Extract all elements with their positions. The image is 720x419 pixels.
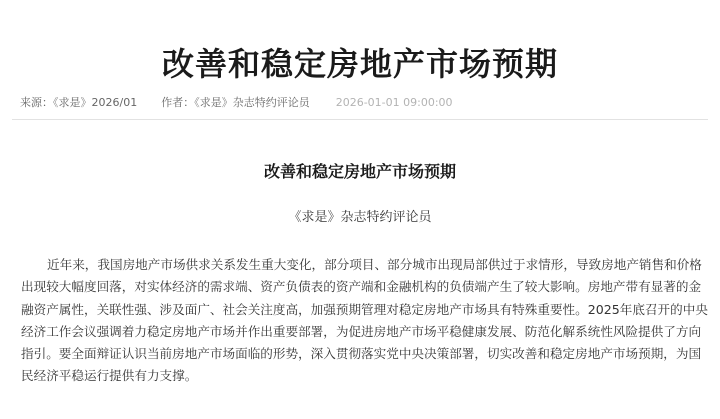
author-label: 作者：《求是》杂志特约评论员 [161, 96, 310, 109]
article-title: 改善和稳定房地产市场预期 [263, 162, 456, 181]
paragraph-line: 融资产属性，关联性强、涉及面广、社会关注度高，加强预期管理对稳定房地产市场具有特殊重要性。2025年底召开的中央 [21, 301, 708, 317]
paragraph-line: 指引。要全面辩证认识当前房地产市场面临的形势，深入贯彻落实党中央决策部署，切实改善和稳定房地产市场预期，为国 [21, 346, 702, 362]
paragraph-line: 民经济平稳运行提供有力支撑。 [21, 368, 198, 384]
source-label: 来源：《求是》2026/01 [20, 96, 138, 109]
paragraph-line: 经济工作会议强调着力稳定房地产市场并作出重要部署，为促进房地产市场平稳健康发展、防范化解系统性风险提供了方向 [21, 323, 702, 339]
paragraph-line: 出现较大幅度回落，对实体经济的需求端、资产负债表的资产端和金融机构的负债端产生了较大影响。房地产带有显著的金 [21, 279, 702, 295]
article-byline: 《求是》杂志特约评论员 [288, 210, 432, 225]
paragraph-line: 近年来，我国房地产市场供求关系发生重大变化，部分项目、部分城市出现局部供过于求情形，导致房地产销售和价格 [47, 257, 702, 272]
article-meta [20, 95, 453, 111]
article-paragraph [21, 254, 708, 388]
header-divider [12, 119, 708, 120]
publish-date: 2026-01-01 09:00:00 [335, 96, 453, 109]
page-title: 改善和稳定房地产市场预期 [161, 45, 558, 83]
